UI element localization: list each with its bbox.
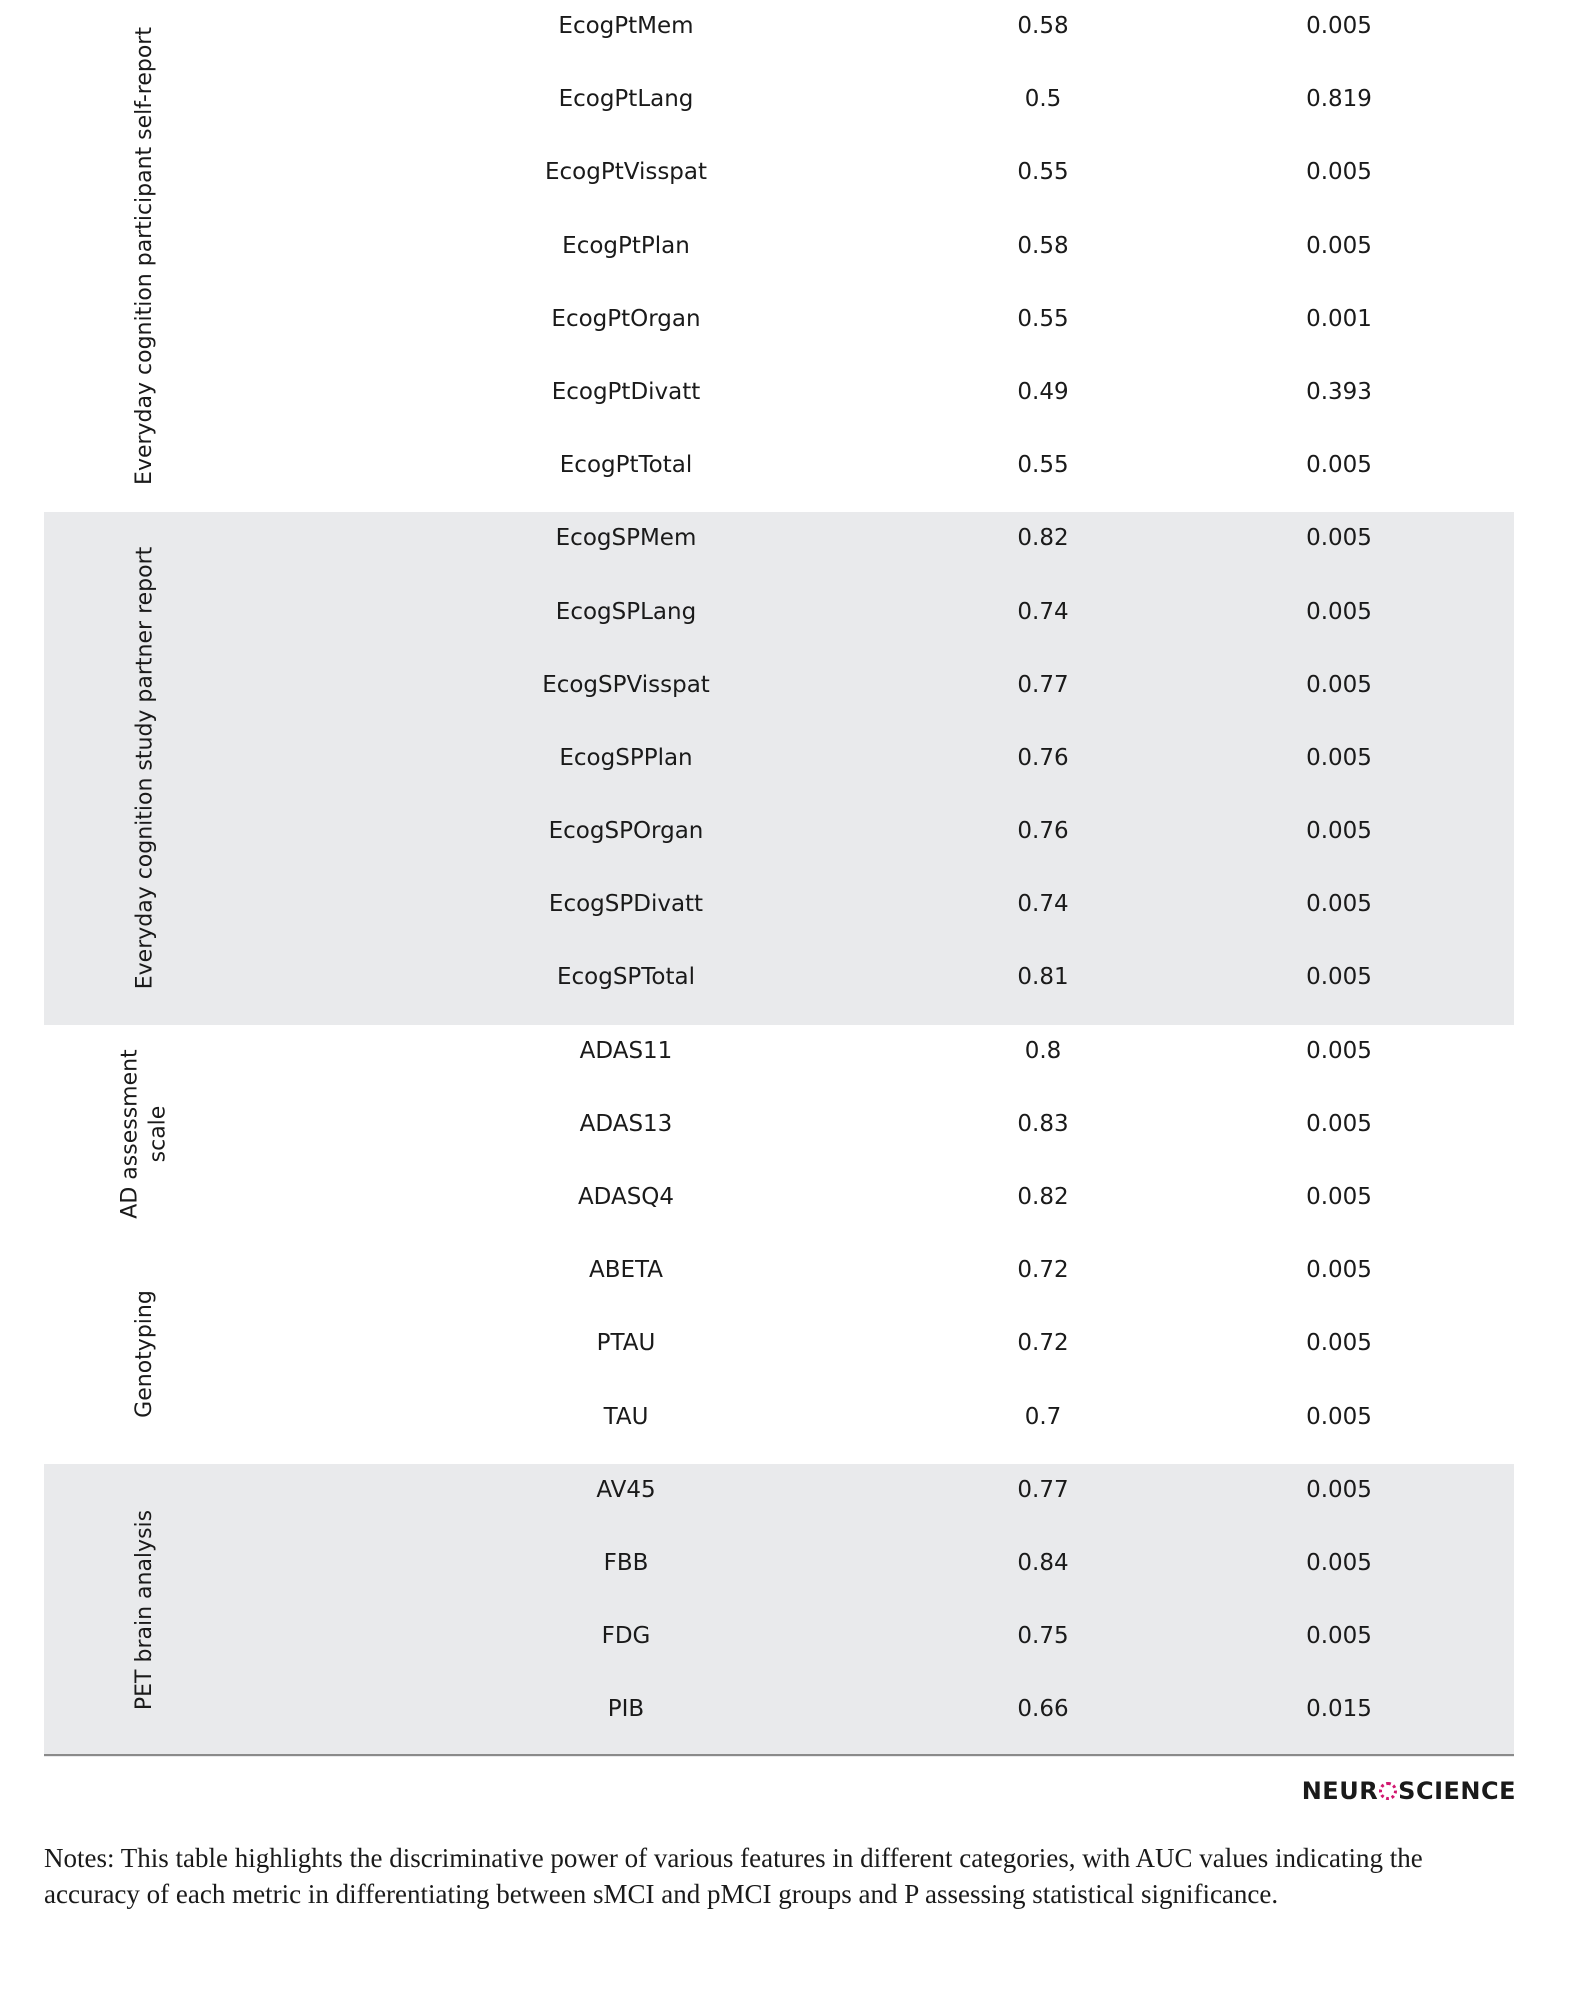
category-label: Everyday cognition participant self-report [132, 27, 158, 486]
table-row [44, 586, 1514, 659]
p-value-cell: 0.819 [1306, 86, 1372, 113]
feature-cell: EcogPtMem [558, 13, 694, 39]
category-group [44, 1025, 1514, 1245]
feature-cell: EcogSPOrgan [548, 818, 704, 845]
p-value-cell: 0.005 [1306, 452, 1372, 479]
table-row [44, 146, 1514, 219]
p-value-cell: 0.005 [1306, 1330, 1372, 1357]
p-value-cell: 0.005 [1306, 1403, 1372, 1430]
table-row [44, 220, 1514, 293]
auc-cell: 0.76 [1017, 744, 1069, 771]
feature-cell: EcogSPTotal [556, 964, 696, 991]
table-row [44, 1317, 1514, 1390]
auc-cell: 0.55 [1017, 452, 1069, 479]
table-bottom-rule [44, 1754, 1514, 1756]
p-value-cell: 0.005 [1306, 525, 1372, 552]
feature-cell: FDG [601, 1623, 651, 1650]
auc-cell: 0.82 [1017, 525, 1069, 552]
auc-cell: 0.55 [1017, 159, 1069, 186]
category-label: Genotyping [132, 1290, 157, 1418]
auc-cell: 0.75 [1017, 1623, 1069, 1650]
feature-cell: ADAS13 [579, 1110, 673, 1137]
auc-cell: 0.7 [1024, 1403, 1062, 1430]
feature-cell: EcogPtLang [558, 86, 694, 113]
auc-cell: 0.58 [1017, 232, 1069, 259]
p-value-cell: 0.005 [1306, 964, 1372, 991]
feature-cell: EcogSPMem [555, 525, 697, 552]
p-value-cell: 0.005 [1306, 1623, 1372, 1650]
table-row [44, 1391, 1514, 1464]
feature-cell: EcogSPPlan [559, 744, 693, 771]
category-label: PET brain analysis [132, 1510, 157, 1711]
table-row [44, 1537, 1514, 1610]
logo-text-left: NEUR [1301, 1777, 1379, 1805]
category-group [44, 0, 1514, 512]
p-value-cell: 0.005 [1306, 1549, 1372, 1576]
auc-cell: 0.5 [1024, 86, 1062, 113]
auc-cell: 0.74 [1017, 598, 1069, 625]
results-table [44, 0, 1514, 1757]
feature-cell: ADASQ4 [577, 1184, 675, 1210]
auc-cell: 0.77 [1017, 671, 1069, 698]
table-row [44, 439, 1514, 512]
feature-cell: EcogPtTotal [559, 452, 693, 479]
table-notes: Notes: This table highlights the discriminative power of various features in different categories, with AUC values indicating the accuracy of each metric in differentiating between sMCI and pMCI groups and P assessing statistical significance. [44, 1843, 1423, 1909]
logo-mark-icon [1379, 1782, 1397, 1800]
table-row [44, 1098, 1514, 1171]
auc-cell: 0.74 [1017, 891, 1069, 918]
auc-cell: 0.72 [1017, 1330, 1069, 1357]
p-value-cell: 0.005 [1306, 818, 1372, 845]
p-value-cell: 0.005 [1306, 1037, 1372, 1064]
table-row [44, 1244, 1514, 1317]
feature-cell: EcogPtDivatt [551, 378, 701, 405]
table-row [44, 1610, 1514, 1683]
feature-cell: EcogSPDivatt [548, 891, 704, 918]
auc-cell: 0.82 [1017, 1184, 1069, 1210]
neuroscience-logo [1302, 1777, 1516, 1805]
feature-cell: ABETA [588, 1257, 664, 1284]
table-row [44, 1464, 1514, 1537]
auc-cell: 0.66 [1017, 1696, 1069, 1723]
auc-cell: 0.76 [1017, 818, 1069, 845]
table-row [44, 1171, 1514, 1244]
table-row [44, 0, 1514, 73]
auc-cell: 0.58 [1017, 13, 1069, 39]
p-value-cell: 0.005 [1306, 13, 1372, 39]
p-value-cell: 0.393 [1306, 378, 1372, 405]
table-row [44, 878, 1514, 951]
feature-cell: TAU [603, 1403, 649, 1430]
table-row [44, 293, 1514, 366]
auc-cell: 0.72 [1017, 1257, 1069, 1284]
category-label: Everyday cognition study partner report [132, 547, 157, 990]
p-value-cell: 0.005 [1306, 1257, 1372, 1284]
table-row [44, 73, 1514, 146]
auc-cell: 0.8 [1024, 1037, 1062, 1064]
p-value-cell: 0.005 [1306, 598, 1372, 625]
auc-cell: 0.49 [1017, 378, 1069, 405]
p-value-cell: 0.005 [1306, 1184, 1372, 1210]
table-row [44, 805, 1514, 878]
logo-text-right: SCIENCE [1398, 1777, 1516, 1805]
category-group [44, 1464, 1514, 1757]
feature-cell: EcogPtOrgan [551, 305, 701, 332]
p-value-cell: 0.005 [1306, 159, 1372, 186]
p-value-cell: 0.005 [1306, 232, 1372, 259]
auc-cell: 0.83 [1017, 1110, 1069, 1137]
feature-cell: EcogPtPlan [562, 232, 690, 259]
table-row [44, 659, 1514, 732]
feature-cell: EcogPtVisspat [544, 159, 708, 186]
table-row [44, 366, 1514, 439]
p-value-cell: 0.015 [1306, 1696, 1372, 1723]
table-row [44, 1683, 1514, 1756]
feature-cell: EcogSPLang [555, 598, 697, 625]
feature-cell: ADAS11 [579, 1037, 673, 1064]
category-label: AD assessment scale [117, 1049, 171, 1220]
auc-cell: 0.55 [1017, 305, 1069, 332]
p-value-cell: 0.005 [1306, 744, 1372, 771]
p-value-cell: 0.005 [1306, 671, 1372, 698]
table-row [44, 951, 1514, 1024]
table-row [44, 1025, 1514, 1098]
p-value-cell: 0.005 [1306, 1476, 1372, 1503]
feature-cell: AV45 [596, 1476, 656, 1503]
feature-cell: FBB [603, 1549, 649, 1576]
feature-cell: PIB [607, 1696, 645, 1723]
table-row [44, 512, 1514, 585]
p-value-cell: 0.005 [1306, 891, 1372, 918]
feature-cell: PTAU [596, 1330, 656, 1357]
p-value-cell: 0.005 [1306, 1110, 1372, 1137]
table-row [44, 732, 1514, 805]
feature-cell: EcogSPVisspat [542, 671, 710, 698]
auc-cell: 0.84 [1017, 1549, 1069, 1576]
category-group [44, 1244, 1514, 1464]
p-value-cell: 0.001 [1306, 305, 1372, 332]
auc-cell: 0.81 [1017, 964, 1069, 991]
auc-cell: 0.77 [1017, 1476, 1069, 1503]
category-group [44, 512, 1514, 1024]
